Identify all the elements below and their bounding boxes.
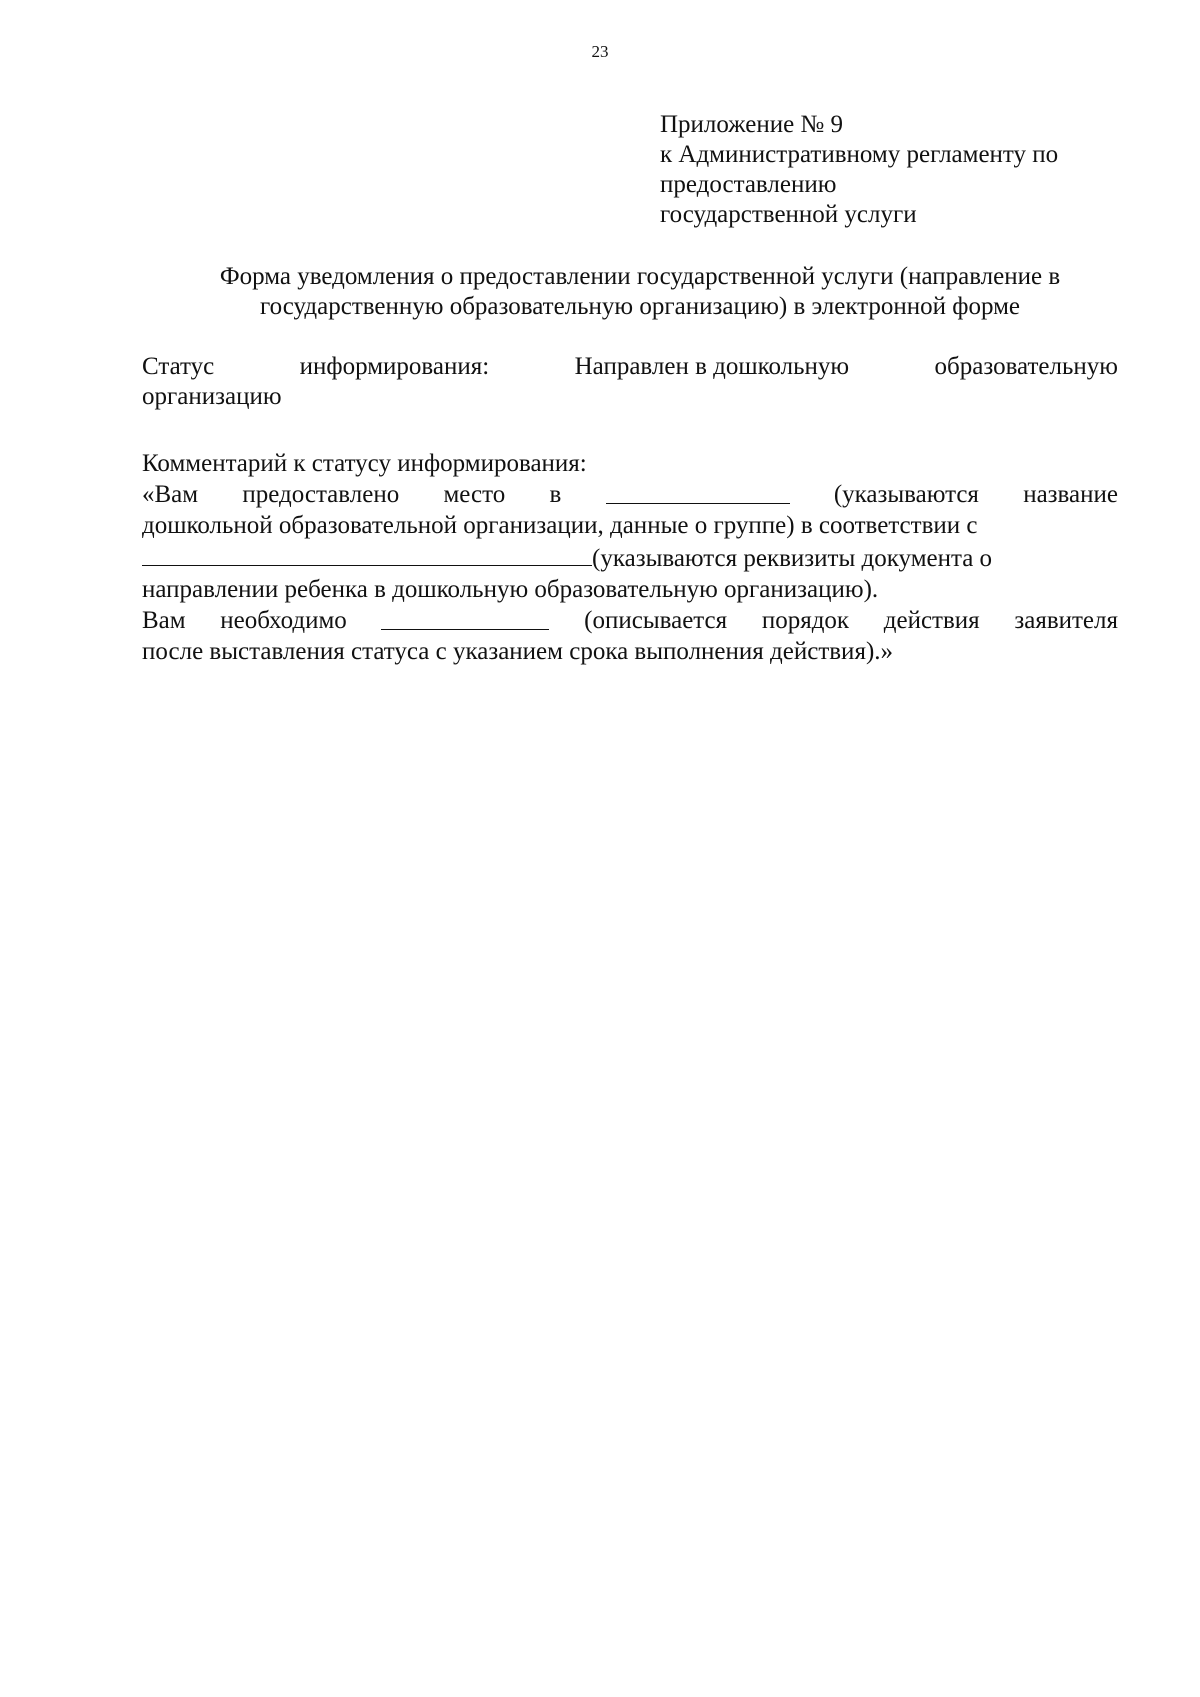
page-number: 23	[591, 42, 609, 61]
appendix-line: Приложение № 9	[660, 111, 844, 138]
comment-text: (указываются реквизиты документа о	[592, 545, 993, 572]
comment-word: действия	[883, 607, 980, 634]
blank-line-action	[381, 605, 549, 630]
comment-word: Вам	[142, 607, 186, 634]
form-title-line: Форма уведомления о предоставлении государственной услуги (направление в	[219, 263, 1061, 290]
status-line	[142, 352, 1118, 382]
status-label-word: Статус	[142, 353, 215, 380]
comment-line	[142, 605, 1118, 636]
appendix-line: предоставлению	[660, 171, 837, 198]
blank-line-organization	[606, 479, 790, 504]
comment-word: название	[1023, 481, 1118, 508]
blank-line-document	[142, 541, 592, 566]
status-value-continuation: организацию	[142, 383, 282, 410]
status-value: образовательную	[934, 353, 1118, 380]
form-title	[140, 262, 1140, 322]
comment-word: порядок	[761, 607, 850, 634]
comment-line	[142, 479, 1118, 510]
comment-heading: Комментарий к статусу информирования:	[142, 450, 587, 477]
comment-line	[142, 541, 1118, 574]
comment-word: место	[443, 481, 506, 508]
appendix-header	[660, 110, 1140, 230]
status-section	[142, 352, 1118, 412]
comment-word: предоставлено	[242, 481, 400, 508]
appendix-line: к Административному регламенту по	[660, 141, 1059, 168]
comment-word: (описывается	[584, 607, 728, 634]
status-label-word: информирования:	[299, 353, 490, 380]
comment-section	[142, 448, 1118, 667]
comment-line: после выставления статуса с указанием срока выполнения действия).»	[142, 638, 894, 665]
comment-word: в	[549, 481, 562, 508]
comment-word: необходимо	[220, 607, 347, 634]
appendix-line: государственной услуги	[660, 201, 917, 228]
comment-word: (указываются	[833, 481, 979, 508]
comment-word: «Вам	[142, 481, 199, 508]
status-value: Направлен в дошкольную	[574, 353, 850, 380]
comment-line: направлении ребенка в дошкольную образовательную организацию).	[142, 576, 879, 603]
comment-line: дошкольной образовательной организации, данные о группе) в соответствии с	[142, 512, 978, 539]
form-title-line: государственную образовательную организацию) в электронной форме	[259, 293, 1021, 320]
comment-word: заявителя	[1014, 607, 1118, 634]
